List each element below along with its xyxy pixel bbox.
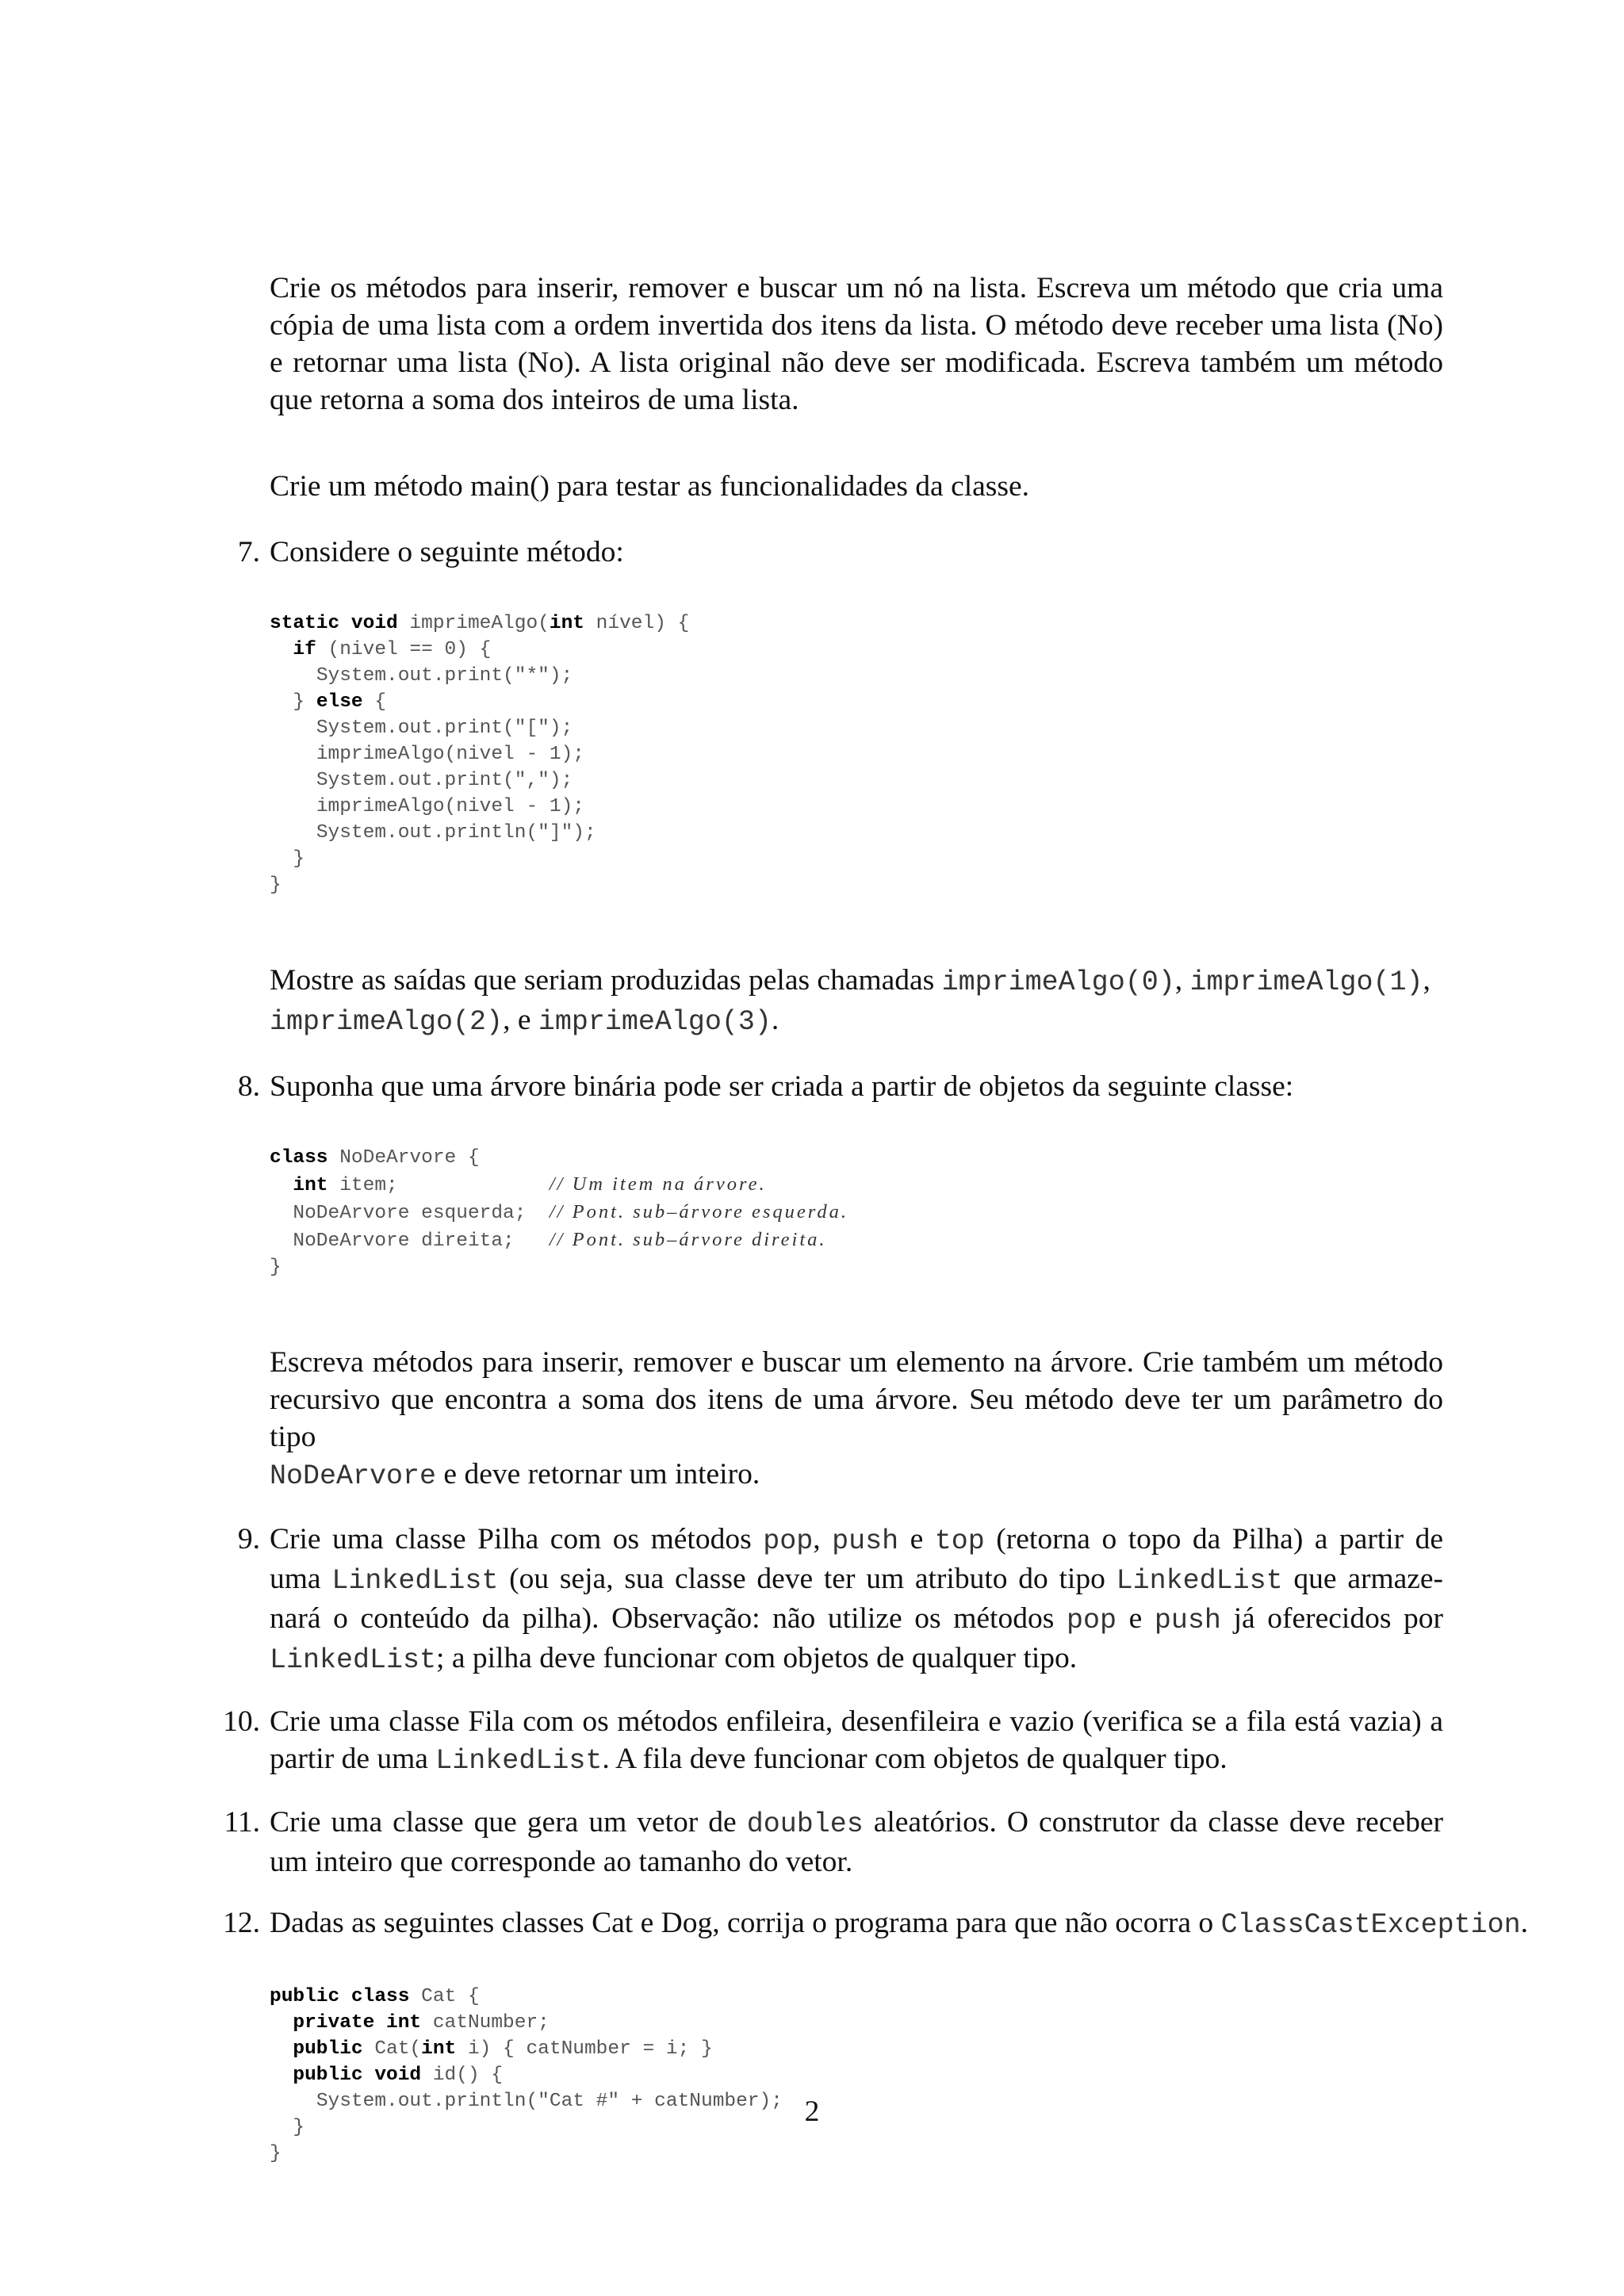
text: nará o conteúdo da pilha). Observação: não utilize os métodos [270,1602,1055,1635]
question-number: 7. [237,536,260,568]
code-keyword: private int [293,2012,422,2034]
text: Crie uma classe Pilha com os métodos [270,1523,752,1556]
inline-code: LinkedList [1116,1565,1283,1597]
text: uma [270,1563,321,1595]
text: aleatórios. O construtor da classe deve receber [873,1806,1444,1839]
code-line: } [270,874,282,896]
text: e [1128,1602,1143,1635]
code-block-NoDeArvore [270,1145,1443,1280]
intro-line: que retorna a soma dos inteiros de uma lista. [270,384,799,416]
text: . [1520,1907,1528,1939]
code-text: Cat( [362,2038,422,2060]
question-number: 10. [223,1705,260,1738]
text: que armaze- [1293,1563,1444,1595]
code-keyword: else [316,691,363,713]
question-7-followup: Mostre as saídas que seriam produzidas pelas chamadas imprimeAlgo(0), imprimeAlgo(1), imprimeAlgo(2), e imprimeAlgo(3). [270,964,1431,1038]
code-line: } [270,1257,282,1278]
text: Crie uma classe que gera um vetor de [270,1806,737,1839]
inline-code: imprimeAlgo(1) [1189,966,1423,998]
question-text [270,1804,1443,1881]
code-keyword: public [293,2038,363,2060]
code-text: imprimeAlgo( [397,613,550,634]
intro-line: Crie os métodos para inserir, remover e buscar um nó na lista. Escreva um método que cria uma [270,272,1443,304]
text: partir de uma [270,1743,428,1775]
code-text: nível) { [584,613,690,634]
code-line: } [270,2143,282,2164]
code-keyword: int [421,2038,457,2060]
code-text: catNumber; [421,2012,550,2034]
inline-code: top [934,1525,985,1557]
question-text: Suponha que uma árvore binária pode ser criada a partir de objetos da seguinte classe: [270,1070,1294,1103]
text: ; a pilha deve funcionar com objetos de qualquer tipo. [436,1642,1078,1674]
code-text: } [293,691,316,713]
question-10 [223,1703,1443,1780]
question-number: 11. [224,1806,260,1839]
intro-line: cópia de uma lista com a ordem invertida dos itens da lista. O método deve receber uma lista (No) [270,309,1443,342]
code-keyword: class [270,1147,328,1169]
question-number: 12. [223,1907,260,1939]
page-content [223,270,1528,2167]
intro-paragraph [270,270,1443,419]
inline-code: pop [1066,1605,1116,1636]
code-block-imprimeAlgo [270,610,1443,898]
code-text: { [362,691,387,713]
code-line: } [293,2117,305,2138]
question-8 [237,1068,1443,1495]
question-9 [237,1521,1444,1679]
followup-text: Escreva métodos para inserir, remover e buscar um elemento na árvore. Crie também um método [270,1346,1443,1379]
code-keyword: int [293,1175,328,1196]
question-8-followup [270,1344,1443,1495]
question-number: 8. [237,1070,260,1103]
text: Crie uma classe Fila com os métodos enfileira, desenfileira e vazio (verifica se a fila está vazia) a [270,1705,1443,1738]
text: um inteiro que corresponde ao tamanho do vetor. [270,1846,853,1878]
text: já oferecidos por [1233,1602,1444,1635]
text: e [910,1523,924,1556]
code-line: System.out.println("Cat #" + catNumber); [316,2091,783,2112]
inline-code: push [832,1525,899,1557]
question-11 [224,1804,1444,1881]
code-keyword: public void [293,2064,422,2086]
inline-code: LinkedList [270,1644,437,1676]
question-7 [237,534,1443,1041]
code-text: i) { catNumber = i; } [456,2038,713,2060]
code-block-Cat [270,1984,1443,2167]
code-line: } [293,848,305,870]
followup-text: recursivo que encontra a soma dos itens de uma árvore. Seu método deve ter um parâmetro do tipo [270,1383,1443,1453]
question-text [270,1703,1443,1780]
code-line: imprimeAlgo(nivel - 1); [316,796,584,817]
text: . A fila deve funcionar com objetos de qualquer tipo. [602,1743,1228,1775]
inline-code: LinkedList [435,1745,603,1777]
code-line: System.out.print(","); [316,770,573,791]
code-text: NoDeArvore esquerda; [293,1203,527,1224]
inline-code: NoDeArvore [270,1460,437,1492]
code-text: NoDeArvore direita; [293,1230,515,1252]
inline-code: imprimeAlgo(0) [941,966,1175,998]
inline-code: ClassCastException [1220,1909,1521,1941]
inline-code: LinkedList [331,1565,499,1597]
code-line: imprimeAlgo(nivel - 1); [316,744,584,765]
followup-text: Mostre as saídas que seriam produzidas pelas chamadas [270,964,935,997]
code-text: id() { [421,2064,504,2086]
question-text: Crie uma classe Pilha com os métodos pop, push e top (retorna o topo da Pilha) a partir de uma LinkedList (ou seja, sua classe deve ter um atributo do tipo LinkedList que armaze- nará o conteúdo da pilha). Observação: não utilize os métodos pop e push já oferecidos por LinkedList; a pilha deve funcionar com objetos de qualquer tipo. [270,1523,1444,1676]
inline-code: imprimeAlgo(3) [538,1006,772,1038]
followup-text: . [771,1004,779,1036]
code-text: NoDeArvore { [327,1147,480,1169]
intro-line: e retornar uma lista (No). A lista original não deve ser modificada. Escreva também um método [270,346,1443,379]
page-number: 2 [804,2095,820,2128]
inline-code: imprimeAlgo(2) [270,1006,504,1038]
question-text: Considere o seguinte método: [270,536,624,568]
code-keyword: if [293,639,316,660]
code-text: Cat { [409,1986,480,2007]
code-keyword: static void [270,613,398,634]
question-number: 9. [237,1523,260,1556]
code-text: (nivel == 0) { [316,639,492,660]
code-text: item; [327,1175,398,1196]
code-keyword: public class [270,1986,410,2007]
text: (ou seja, sua classe deve ter um atributo do tipo [509,1563,1105,1595]
inline-code: pop [763,1525,814,1557]
inline-code: push [1154,1605,1221,1636]
code-comment: // Pont. sub–árvore esquerda. [549,1201,848,1223]
code-line: System.out.print("*"); [316,665,573,687]
text: (retorna o topo da Pilha) a partir de [996,1523,1444,1556]
text: Dadas as seguintes classes Cat e Dog, corrija o programa para que não ocorra o [270,1907,1214,1939]
intro-paragraph-main: Crie um método main() para testar as funcionalidades da classe. [270,470,1029,503]
code-keyword: int [549,613,584,634]
question-text [270,1904,1528,1944]
code-line: System.out.print("["); [316,718,573,739]
code-comment: // Pont. sub–árvore direita. [549,1229,827,1250]
code-comment: // Um item na árvore. [549,1173,767,1195]
code-line: System.out.println("]"); [316,822,596,844]
followup-text: , e [503,1004,531,1036]
followup-text: e deve retornar um inteiro. [443,1458,760,1490]
inline-code: doubles [746,1808,864,1840]
